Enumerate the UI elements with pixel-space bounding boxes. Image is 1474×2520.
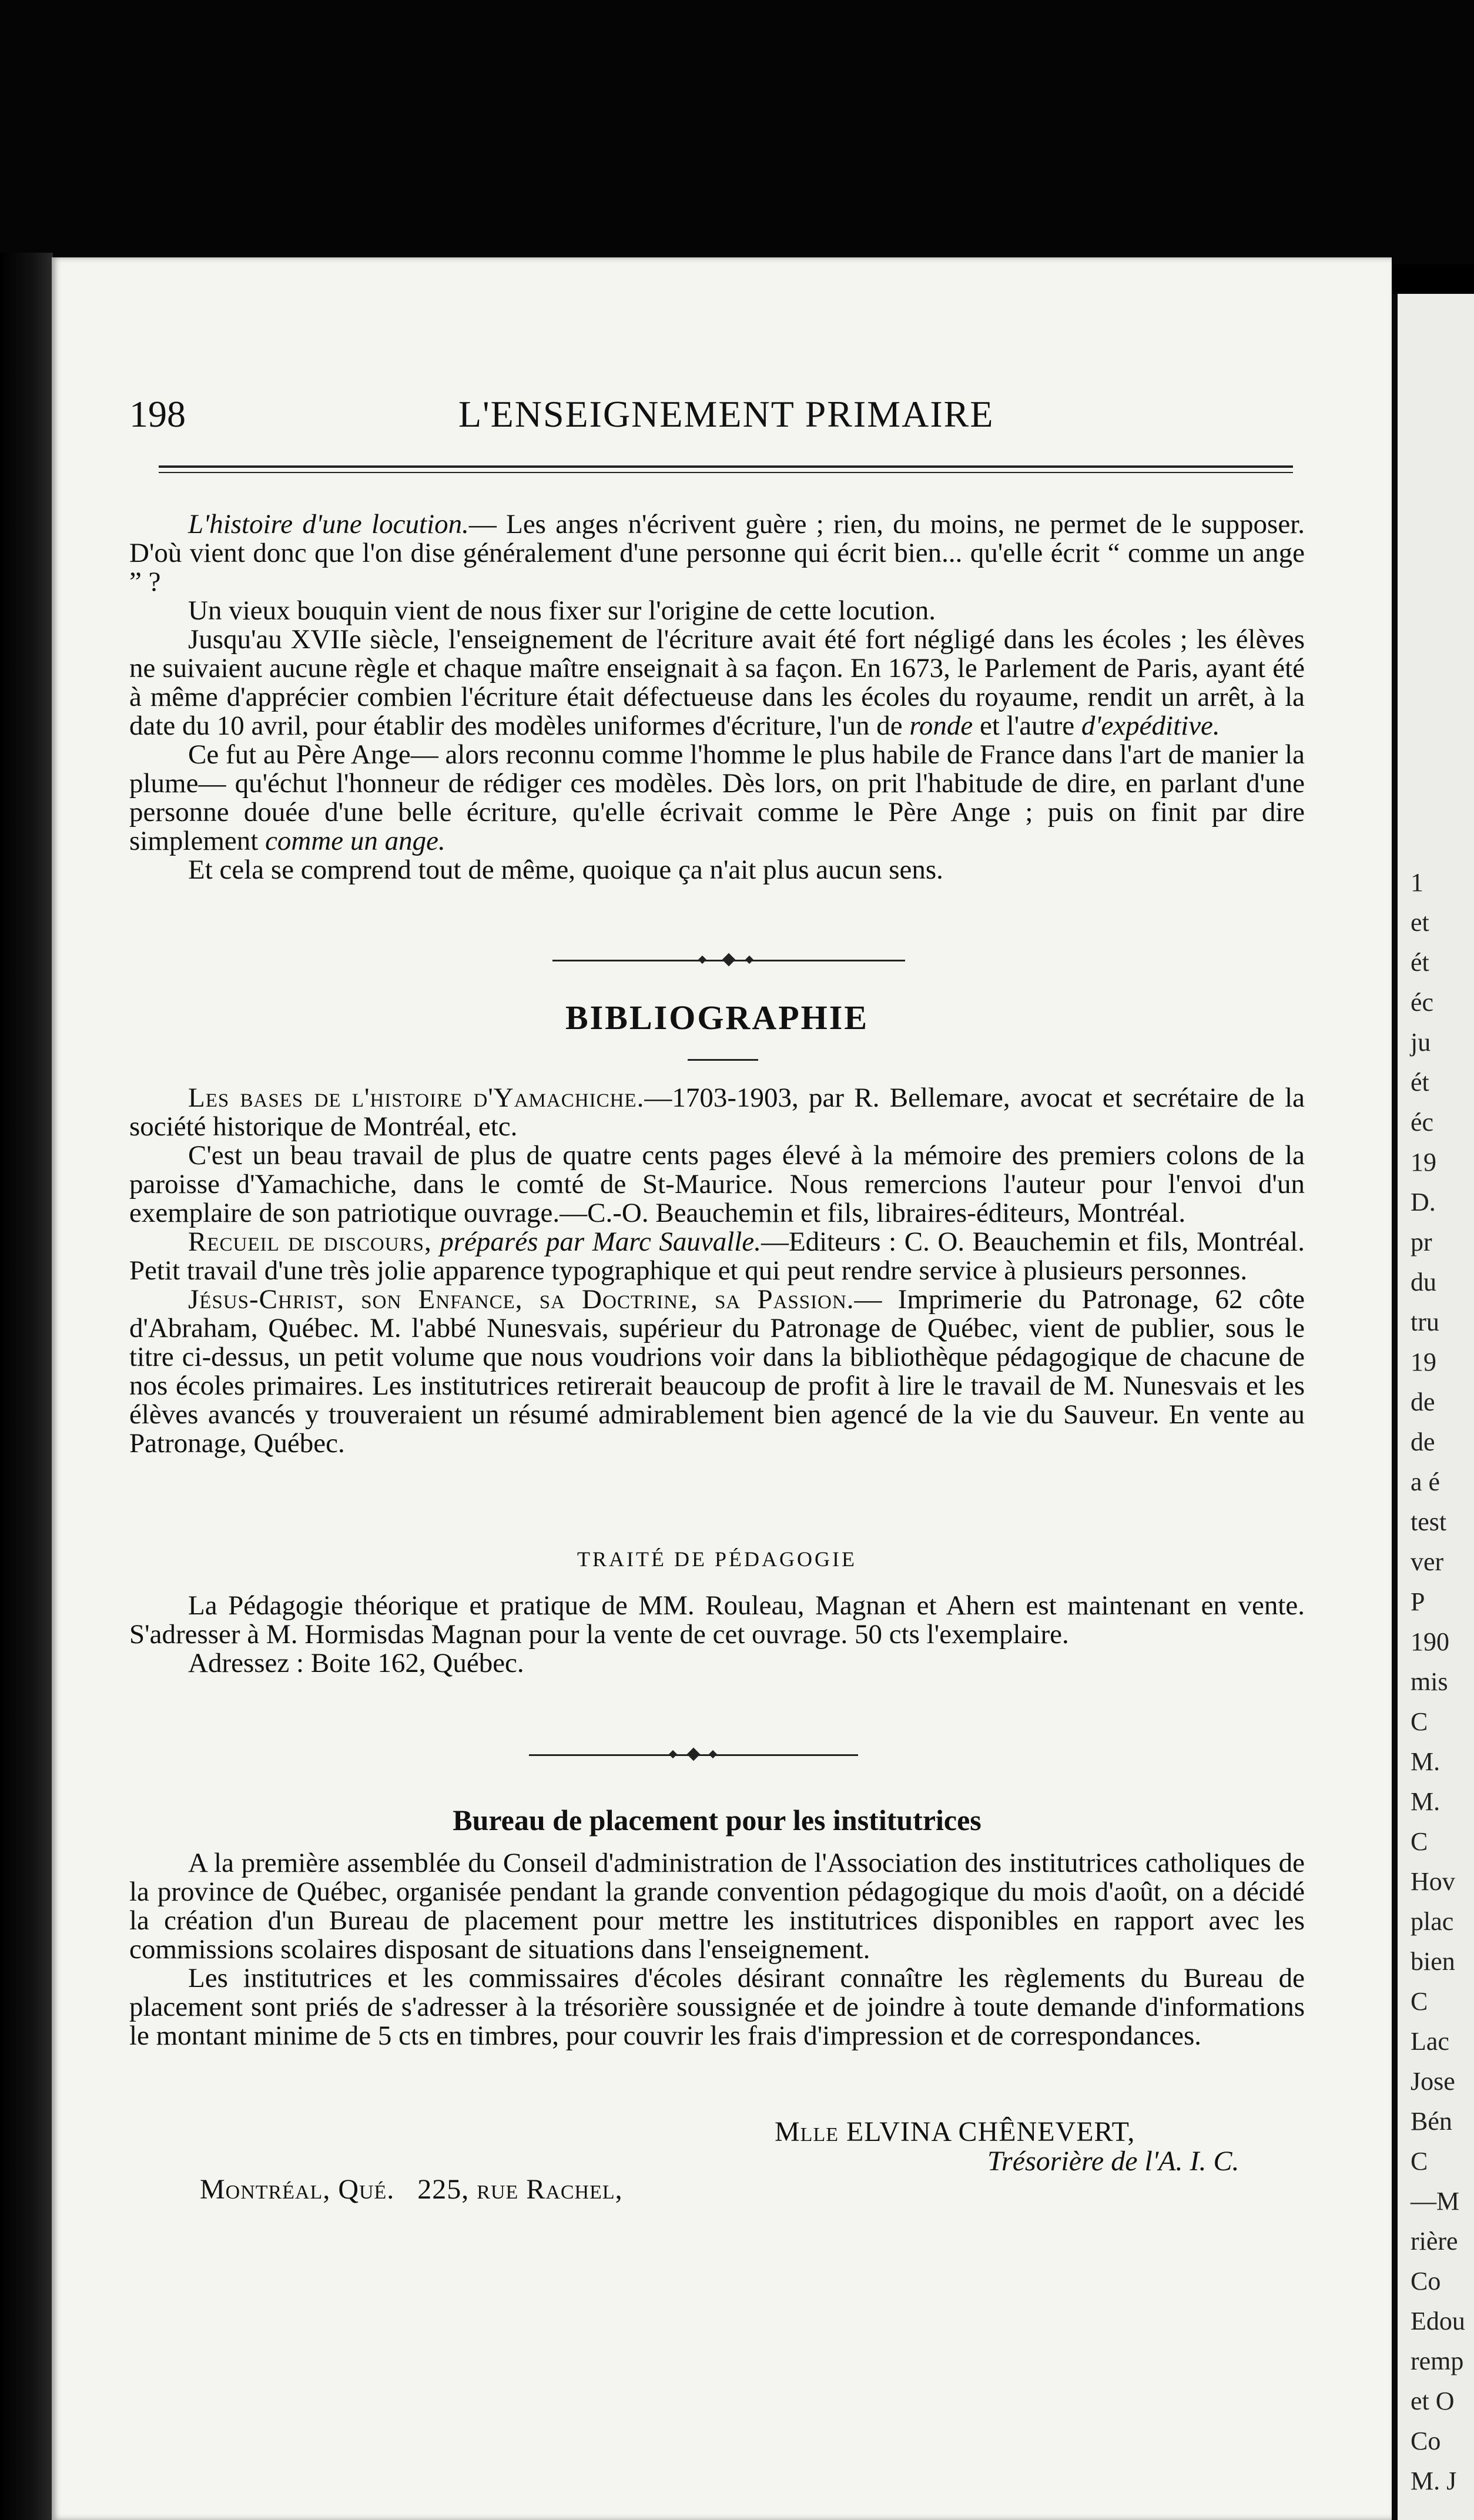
bib-entry-1-review: C'est un beau travail de plus de quatre cents pages élevé à la mémoire des premiers colons de la paroisse d'Yamachiche, dans le comté de St-Maurice. Nous remercions l'auteur pour l'envoi d'un exemplaire de son patriotique ouvrage.—C.-O. Beauchemin et fils, libraires-éditeurs, Montréal.	[129, 1140, 1305, 1228]
running-title: L'ENSEIGNEMENT PRIMAIRE	[458, 393, 994, 435]
facing-page-fragment: C	[1411, 2147, 1428, 2176]
facing-page-fragment: éc	[1411, 1108, 1434, 1137]
histoire-paragraph-3	[129, 625, 1305, 740]
histoire-section	[129, 510, 1305, 884]
header-rule-thin	[159, 472, 1293, 473]
facing-page-fragment: C	[1411, 1987, 1428, 2016]
facing-page-fragment: Hov	[1411, 1867, 1455, 1896]
facing-page-fragment: et O	[1411, 2387, 1455, 2415]
bib-entry-title: Recueil de discours,	[188, 1227, 432, 1257]
bib-entry-1	[129, 1084, 1305, 1141]
bureau-paragraph-1: A la première assemblée du Conseil d'administration de l'Association des institutrices catholiques de la province de Québec, organisée pendant la grande convention pédagogique du mois d'août, on a décidé la création d'un Bureau de placement pour mettre les institutrices disponibles en rapport avec les commissions scolaires disposant de situations dans l'enseignement.	[129, 1848, 1305, 1965]
bibliographie-title: BIBLIOGRAPHIE	[565, 998, 869, 1037]
traite-subhead: TRAITÉ DE PÉDAGOGIE	[577, 1547, 857, 1571]
book-spine	[0, 253, 53, 2520]
histoire-paragraph-4	[129, 740, 1305, 856]
title-underline	[688, 1059, 758, 1061]
facing-page-fragment: éc	[1411, 988, 1434, 1017]
facing-page-fragment: plac	[1411, 1907, 1454, 1936]
bib-entry-2	[129, 1228, 1305, 1285]
facing-page-fragment: test	[1411, 1507, 1447, 1536]
italic-term: comme un ange.	[265, 826, 445, 856]
running-head	[129, 393, 1305, 440]
facing-page-fragment: P	[1411, 1587, 1425, 1616]
facing-page-fragment: et	[1411, 908, 1429, 937]
facing-page-fragment: tru	[1411, 1308, 1439, 1336]
facing-page-fragment: Co	[1411, 2267, 1441, 2296]
facing-page-fragment: 1	[1411, 868, 1423, 897]
facing-page-fragment: Jose	[1411, 2067, 1455, 2096]
histoire-text: Jusqu'au XVIIe siècle, l'enseignement de l'écriture avait été fort négligé dans les écoles ; les élèves ne suivaient aucune règle et chaque maître enseignait à sa façon. En 1673, le Parlement de Paris, ayant été à même d'apprécier combien l'écriture était défectueuse dans les écoles du royaume, rendit un arrêt, à la date du 10 avril, pour établir des modèles uniformes d'écriture, l'un de	[129, 624, 1305, 741]
bib-entry-text: — Imprimerie du Patronage, 62 côte d'Abraham, Québec. M. l'abbé Nunesvais, supérieur du Patronage de Québec, vient de publier, sous le titre ci-dessus, un petit volume que nous voudrions voir dans la bibliothèque pédagogique de chacune de nos écoles primaires. Les institutrices retirerait beaucoup de profit à lire le travail de M. Nunesvais et les élèves avancés y trouveraient un résumé admirablement bien agencé de la vie du Sauveur. En vente au Patronage, Québec.	[129, 1284, 1305, 1459]
scan-dark-border	[0, 0, 1474, 264]
header-rule-thick	[159, 465, 1293, 468]
bib-entry-3	[129, 1285, 1305, 1458]
bureau-section	[129, 1849, 1305, 2050]
facing-page-fragment: mis	[1411, 1667, 1448, 1696]
facing-page-fragment: ver	[1411, 1547, 1444, 1576]
bureau-paragraph-2: Les institutrices et les commissaires d'écoles désirant connaître les règlements du Bureau de placement sont priés de s'adresser à la trésorière soussignée et de joindre à toute demande d'informations le montant minime de 5 cts en timbres, pour couvrir les frais d'impression et de correspondances.	[129, 1963, 1305, 2051]
signer-role: Trésorière de l'A. I. C.	[987, 2146, 1240, 2177]
facing-page-fragment: de	[1411, 1388, 1435, 1416]
bureau-title: Bureau de placement pour les institutrices	[453, 1804, 981, 1837]
facing-page-fragment: M. J	[1411, 2467, 1457, 2495]
facing-page-fragment: M.	[1411, 1747, 1441, 1776]
facing-page-fragment: pr	[1411, 1228, 1432, 1256]
facing-page-fragment: 190	[1411, 1627, 1449, 1656]
histoire-text: Ce fut au Père Ange— alors reconnu comme l'homme le plus habile de France dans l'art de manier la plume— qu'échut l'honneur de rédiger ces modèles. Dès lors, on prit l'habitude de dire, en parlant d'une personne douée d'une belle écriture, qu'elle écrivait comme le Père Ange ; puis on finit par dire simplement	[129, 739, 1305, 856]
italic-term: ronde	[909, 711, 973, 741]
facing-page-fragment: remp	[1411, 2347, 1464, 2375]
histoire-title: L'histoire d'une locution.	[188, 509, 469, 539]
facing-page-fragment: —M	[1411, 2187, 1460, 2216]
bib-entry-author: préparés par Marc Sauvalle.	[431, 1227, 761, 1257]
facing-page-fragment: 19	[1411, 1148, 1436, 1177]
facing-page-fragment: 19	[1411, 1348, 1436, 1376]
facing-page-fragment: Co	[1411, 2427, 1441, 2455]
facing-page-fragment: ét	[1411, 948, 1429, 977]
facing-page-fragment: ju	[1411, 1028, 1431, 1057]
ornament-divider	[552, 949, 905, 972]
traite-paragraph: La Pédagogie théorique et pratique de MM. Rouleau, Magnan et Ahern est maintenant en vente. S'adresser à M. Hormisdas Magnan pour la vente de cet ouvrage. 50 cts l'exemplaire.	[129, 1590, 1305, 1650]
histoire-paragraph-2: Un vieux bouquin vient de nous fixer sur l'origine de cette locution.	[188, 595, 936, 626]
bibliographie-section	[129, 1084, 1305, 1458]
facing-page-fragment: C	[1411, 1707, 1428, 1736]
page-number: 198	[129, 393, 186, 435]
bib-entry-text: —1703-1903, par R. Bellemare, avocat et secrétaire de la société historique de Montréal, etc.	[129, 1083, 1305, 1142]
bib-entry-text: —Editeurs : C. O. Beauchemin et fils, Montréal. Petit travail d'une très jolie apparence typographique et qui peut rendre service à plusieurs personnes.	[129, 1227, 1305, 1286]
histoire-text: — Les anges n'écrivent guère ; rien, du moins, ne permet de le supposer. D'où vient donc que l'on dise généralement d'une personne qui écrit bien... qu'elle écrit “ comme un ange ” ?	[129, 509, 1305, 597]
facing-page-fragment: D.	[1411, 1188, 1436, 1217]
signer-address: Montréal, Qué. 225, rue Rachel,	[200, 2174, 623, 2205]
facing-page-fragment: a é	[1411, 1467, 1441, 1496]
facing-page-fragment: Lac	[1411, 2027, 1449, 2056]
facing-page-strip	[1392, 294, 1474, 2520]
histoire-paragraph-1	[129, 510, 1305, 597]
facing-page-fragment: ét	[1411, 1068, 1429, 1097]
facing-page-fragment: de	[1411, 1427, 1435, 1456]
histoire-text: et l'autre	[973, 711, 1081, 741]
histoire-paragraph-5: Et cela se comprend tout de même, quoique ça n'ait plus aucun sens.	[188, 854, 943, 885]
traite-address: Adressez : Boite 162, Québec.	[188, 1648, 524, 1678]
ornament-divider	[529, 1743, 858, 1767]
facing-page-fragment: M.	[1411, 1787, 1441, 1816]
facing-page-fragment: du	[1411, 1268, 1436, 1296]
facing-page-fragment: Edou	[1411, 2307, 1465, 2335]
facing-page-fragment: rière	[1411, 2227, 1458, 2256]
traite-section	[129, 1591, 1305, 1678]
signer-name: Mlle ELVINA CHÊNEVERT,	[775, 2116, 1135, 2147]
bib-entry-title: Jésus-Christ, son Enfance, sa Doctrine, sa Passion.	[188, 1284, 855, 1315]
facing-page-fragment: C	[1411, 1827, 1428, 1856]
facing-page-fragment: bien	[1411, 1947, 1455, 1976]
bib-entry-title: Les bases de l'histoire d'Yamachiche.	[188, 1083, 645, 1113]
facing-page-fragment: Bén	[1411, 2107, 1452, 2136]
italic-term: d'expéditive.	[1081, 711, 1220, 741]
